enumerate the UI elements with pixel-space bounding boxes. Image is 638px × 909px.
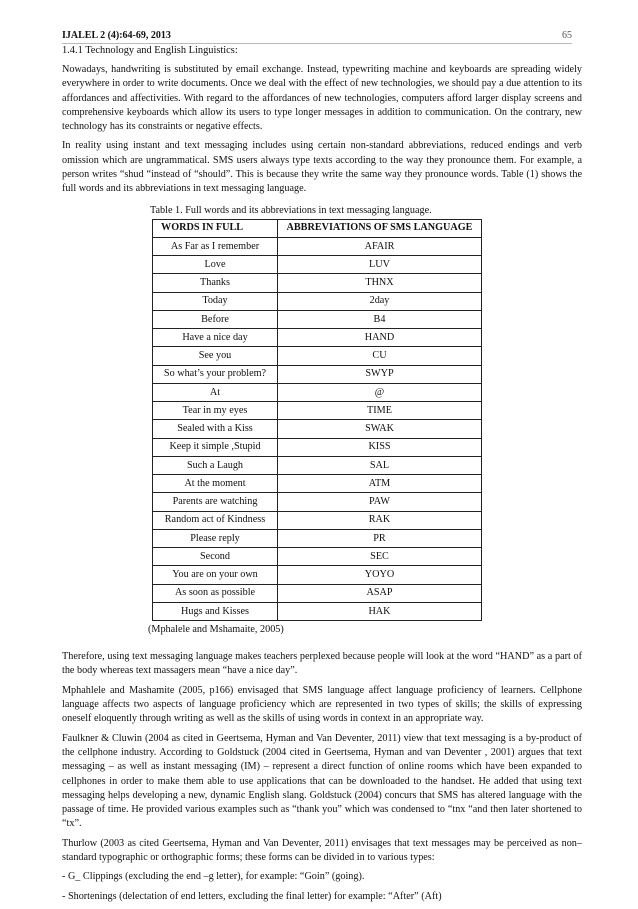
page-number: 65 [562, 30, 572, 41]
table-row [153, 237, 482, 255]
table-row [153, 347, 482, 365]
full-word-cell: Random act of Kindness [153, 511, 278, 529]
journal-citation: IJALEL 2 (4):64-69, 2013 [62, 30, 171, 41]
full-word-cell: Thanks [153, 274, 278, 292]
abbreviation-cell: THNX [278, 274, 482, 292]
full-word-cell: Before [153, 310, 278, 328]
abbreviation-cell: ATM [278, 475, 482, 493]
full-word-cell: Hugs and Kisses [153, 602, 278, 620]
abbreviation-cell: PR [278, 529, 482, 547]
table-body [153, 237, 482, 620]
table-row [153, 274, 482, 292]
abbreviation-cell: CU [278, 347, 482, 365]
table-source: (Mphalele and Mshamaite, 2005) [148, 624, 284, 636]
table-row [153, 456, 482, 474]
table-row [153, 438, 482, 456]
table-header-row [153, 219, 482, 237]
full-word-cell: So what’s your problem? [153, 365, 278, 383]
running-header [62, 30, 572, 41]
section-heading: 1.4.1 Technology and English Linguistics: [62, 45, 238, 56]
full-word-cell: Keep it simple ,Stupid [153, 438, 278, 456]
abbreviation-cell: HAND [278, 329, 482, 347]
table-row [153, 402, 482, 420]
paragraph: Nowadays, handwriting is substituted by email exchange. Instead, typewriting machine and keyboards are spreading widely everywhere in order to write documents. Once we deal with the effect of new technologies, we should pay a due attention to its affordances and affectivities. With regard to the affordances of new technologies, computers afford larger display screens and comprehensive keyboards which allow its users to type longer messages in addition to communication. On the contrary, new technology has its constraints or negative effects. [62, 64, 582, 133]
abbreviation-cell: KISS [278, 438, 482, 456]
list-item: - G_ Clippings (excluding the end –g letter), for example: “Goin” (going). [62, 871, 365, 883]
paragraph: Faulkner & Cluwin (2004 as cited in Geertsema, Hyman and Van Deventer, 2011) view that text messaging is a by-product of the cellphone industry. According to Goldstuck (2004 cited in Geertsema, Hyman and van Deventer , 2001) argues that text messaging – as well as instant messaging (IM) – represent a direct function of online rooms which have been expanded to cellphones in order to make them able to use applications that can be downloaded to the handset. He added that using text messaging helps developing a new, dynamic English slang. Goldstuck (2004) concurs that SMS has altered language with the passage of time. He provided various examples such as “thank you” which was condensed to “tnx “and then later shortened to “tx”. [62, 732, 582, 830]
abbreviation-cell: ASAP [278, 584, 482, 602]
paragraph: Therefore, using text messaging language makes teachers perplexed because people will look at the word “HAND” as a part of the body whereas text massagers mean “have a nice day”. [62, 651, 582, 677]
abbreviation-cell: @ [278, 383, 482, 401]
paragraph: In reality using instant and text messaging includes using certain non-standard abbreviations, reduced endings and verb omission which are ungrammatical. SMS users always type texts according to the way they pronounce them. For example, a person writes “shud “instead of “should”. This is because they write the same way they pronounce words. Table (1) shows the full words and its abbreviations in text messaging language. [62, 140, 582, 195]
full-word-cell: Such a Laugh [153, 456, 278, 474]
list-item: - Shortenings (delectation of end letters, excluding the final letter) for example: “After” (Aft) [62, 890, 442, 902]
table-caption: Table 1. Full words and its abbreviations in text messaging language. [150, 204, 432, 216]
abbreviation-cell: 2day [278, 292, 482, 310]
table-row [153, 256, 482, 274]
table-row [153, 365, 482, 383]
table-row [153, 566, 482, 584]
table-row [153, 584, 482, 602]
full-word-cell: At the moment [153, 475, 278, 493]
abbreviation-cell: YOYO [278, 566, 482, 584]
table-row [153, 493, 482, 511]
table-row [153, 602, 482, 620]
abbreviation-cell: SWYP [278, 365, 482, 383]
column-header-abbreviations: ABBREVIATIONS OF SMS LANGUAGE [278, 219, 482, 237]
abbreviations-table [152, 219, 482, 622]
full-word-cell: At [153, 383, 278, 401]
table-row [153, 329, 482, 347]
abbreviation-cell: RAK [278, 511, 482, 529]
table-row [153, 383, 482, 401]
table-row [153, 475, 482, 493]
abbreviation-cell: LUV [278, 256, 482, 274]
table-row [153, 310, 482, 328]
full-word-cell: Sealed with a Kiss [153, 420, 278, 438]
abbreviation-cell: PAW [278, 493, 482, 511]
table-row [153, 548, 482, 566]
table-row [153, 511, 482, 529]
paragraph: Mphahlele and Mashamite (2005, p166) envisaged that SMS language affect language proficiency of learners. Cellphone language affects two aspects of language proficiency which are represented in two types of skills; the skills of expressing oneself eloquently through writing as well as the skills of using words in context in an appropriate way. [62, 684, 582, 725]
abbreviation-cell: TIME [278, 402, 482, 420]
abbreviation-cell: AFAIR [278, 237, 482, 255]
full-word-cell: Second [153, 548, 278, 566]
full-word-cell: Love [153, 256, 278, 274]
abbreviation-cell: SAL [278, 456, 482, 474]
full-word-cell: Have a nice day [153, 329, 278, 347]
full-word-cell: Tear in my eyes [153, 402, 278, 420]
page-body [62, 44, 582, 909]
table-row [153, 529, 482, 547]
paragraph: Thurlow (2003 as cited Geertsema, Hyman and Van Deventer, 2011) envisages that text messages may be perceived as non–standard typographic or orthographic forms; these forms can be divided in to various types: [62, 837, 582, 864]
full-word-cell: Parents are watching [153, 493, 278, 511]
abbreviation-cell: SEC [278, 548, 482, 566]
abbreviation-cell: HAK [278, 602, 482, 620]
full-word-cell: As Far as I remember [153, 237, 278, 255]
column-header-words: WORDS IN FULL [153, 219, 278, 237]
full-word-cell: You are on your own [153, 566, 278, 584]
table-row [153, 420, 482, 438]
abbreviation-cell: SWAK [278, 420, 482, 438]
abbreviation-cell: B4 [278, 310, 482, 328]
full-word-cell: As soon as possible [153, 584, 278, 602]
full-word-cell: Please reply [153, 529, 278, 547]
full-word-cell: See you [153, 347, 278, 365]
full-word-cell: Today [153, 292, 278, 310]
table-row [153, 292, 482, 310]
